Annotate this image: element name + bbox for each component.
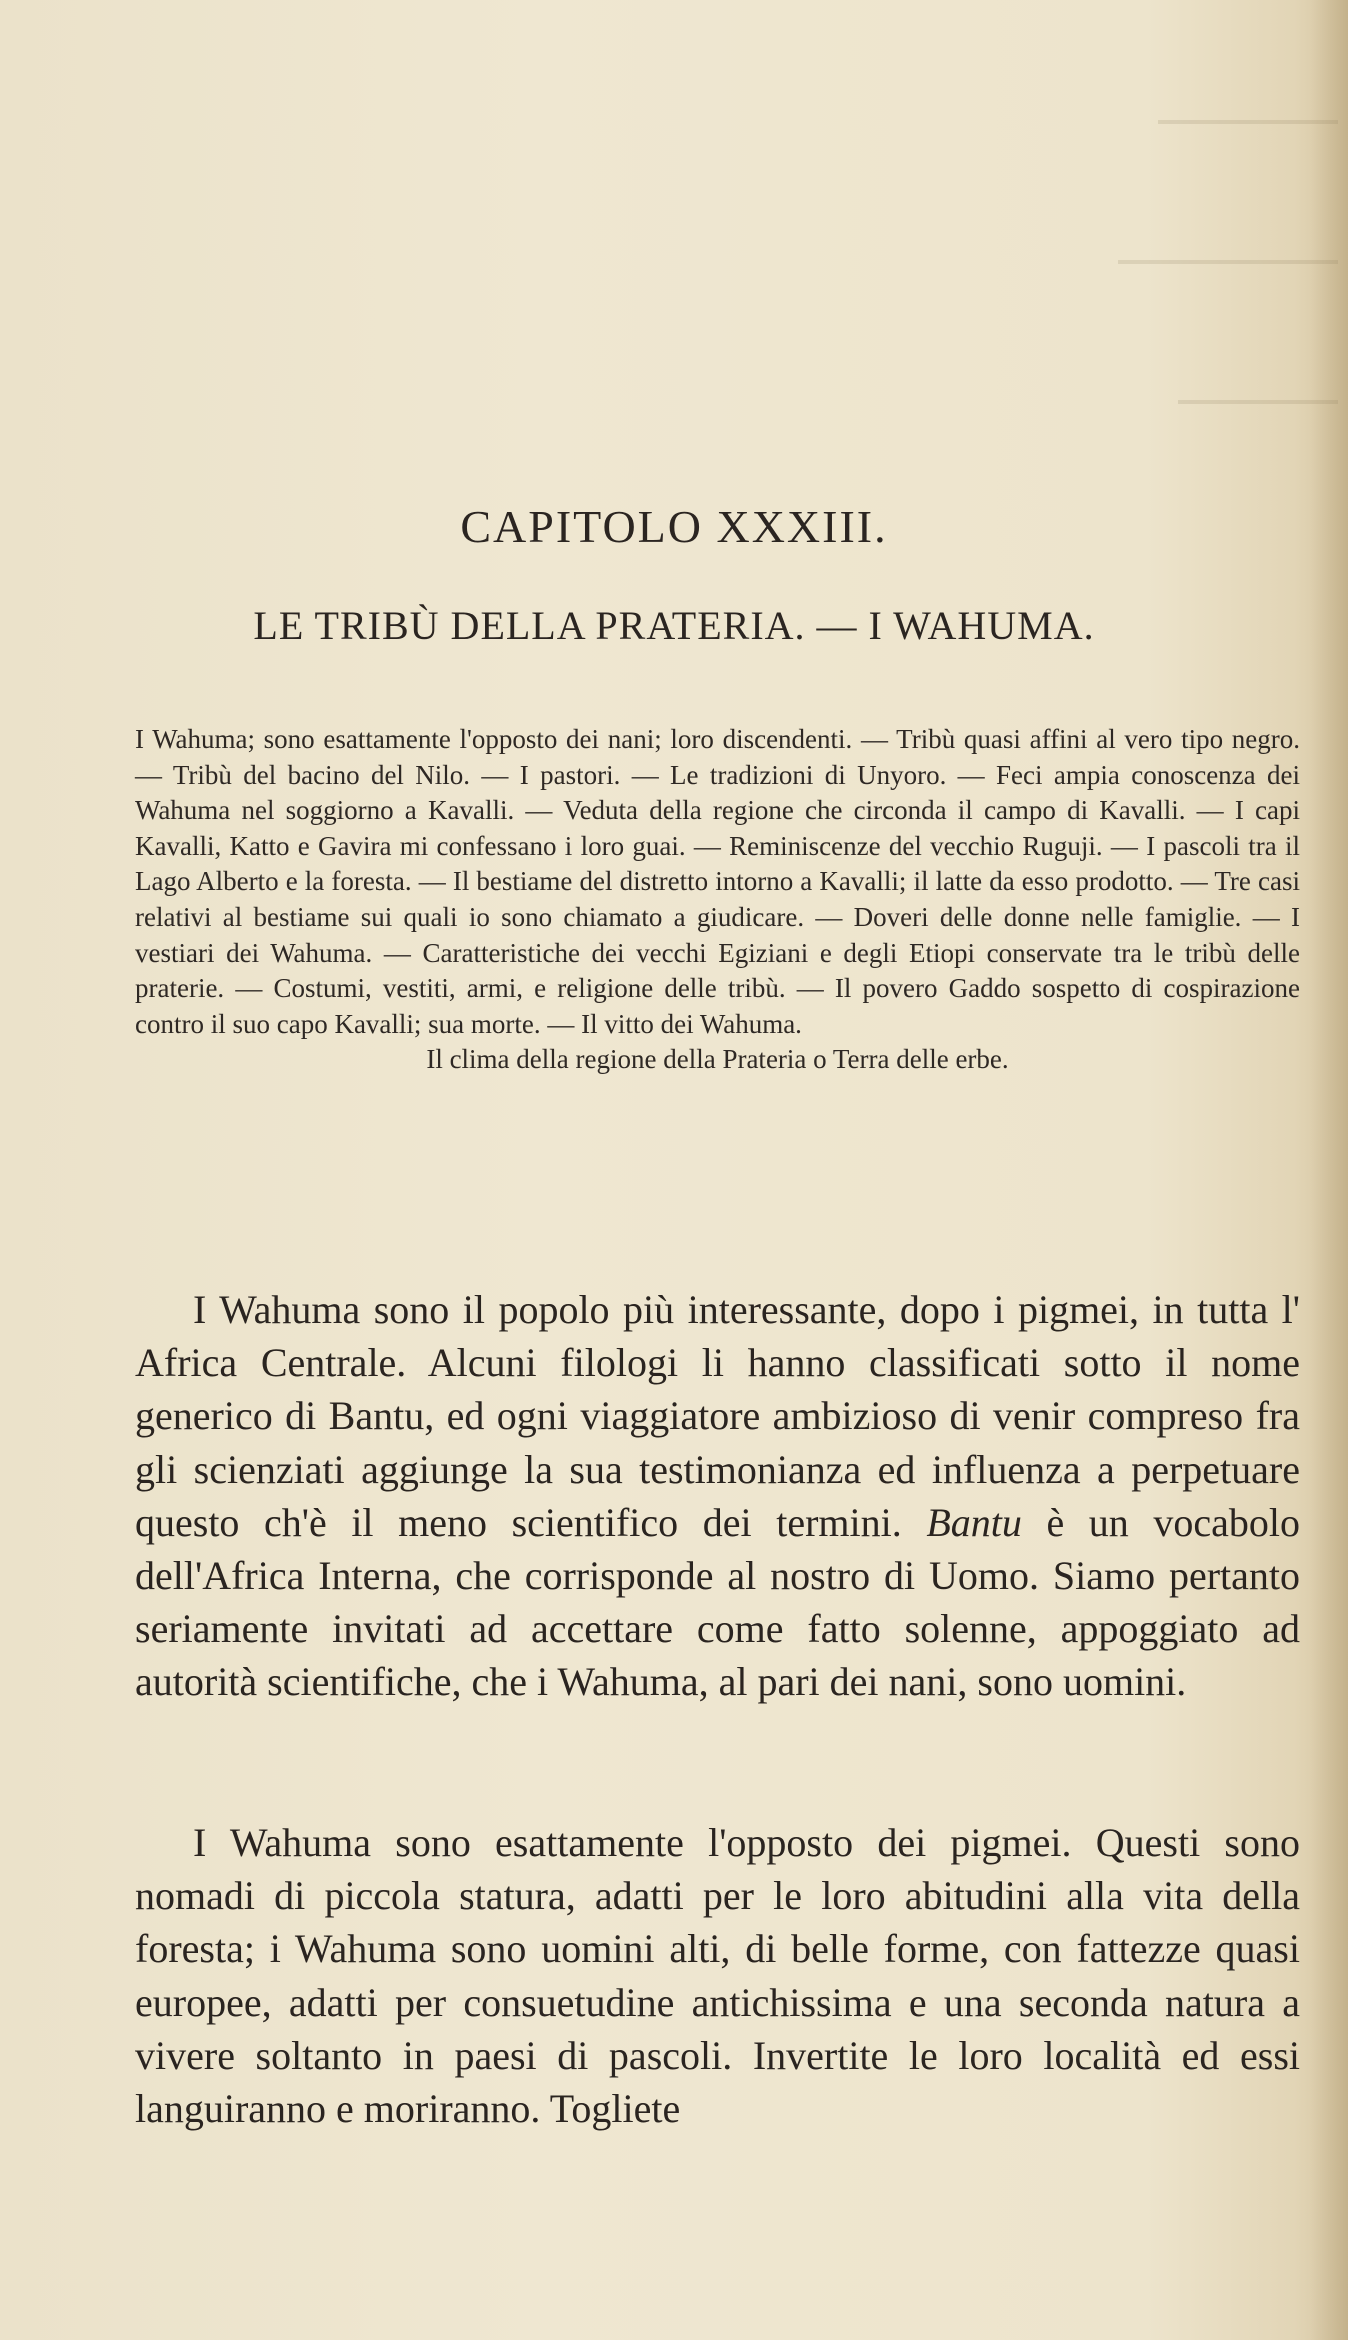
paragraph-1-text-b: è un vocabolo dell'Africa Interna, che corrisponde al nostro di Uomo. Siamo pertanto seriamente invitati ad accettare come fatto solenne, appoggiato ad autorità scientifiche, che i Wahuma, al pari dei nani, sono uomini.	[135, 1499, 1300, 1705]
body-paragraph-2: I Wahuma sono esattamente l'opposto dei pigmei. Questi sono nomadi di piccola statura, adatti per le loro abitudini alla vita della foresta; i Wahuma sono uomini alti, di belle forme, con fattezze quasi europee, adatti per consuetudine antichissima e una seconda natura a vivere soltanto in paesi di pascoli. Invertite le loro località ed essi languiranno e moriranno. Togliete	[135, 1820, 1300, 2132]
summary-text: I Wahuma; sono esattamente l'opposto dei nani; loro discendenti. — Tribù quasi affini al vero tipo negro. — Tribù del bacino del Nilo. — I pastori. — Le tradizioni di Unyoro. — Feci ampia conoscenza dei Wahuma nel soggiorno a Kavalli. — Veduta della regione che circonda il campo di Kavalli. — I capi Kavalli, Katto e Gavira mi confessano i loro guai. — Reminiscenze del vecchio Ruguji. — I pascoli tra il Lago Alberto e la foresta. — Il bestiame del distretto intorno a Kavalli; il latte da esso prodotto. — Tre casi relativi al bestiame sui quali io sono chiamato a giudicare. — Doveri delle donne nelle famiglie. — I vestiari dei Wahuma. — Caratteristiche dei vecchi Egiziani e degli Etiopi conservate tra le tribù delle praterie. — Costumi, vestiti, armi, e religione delle tribù. — Il povero Gaddo sospetto di cospirazione contro il suo capo Kavalli; sua morte. — Il vitto dei Wahuma.	[135, 724, 1300, 1039]
paragraph-1-italic-term: Bantu	[926, 1499, 1022, 1545]
chapter-subtitle: LE TRIBÙ DELLA PRATERIA. — I WAHUMA.	[253, 603, 1095, 648]
summary-last-line: Il clima della regione della Prateria o Terra delle erbe.	[426, 1044, 1009, 1075]
paragraph-1-text-a: I Wahuma sono il popolo più interessante, dopo i pigmei, in tutta l' Africa Centrale. Alcuni filologi li hanno classificati sotto il nome generico di Bantu, ed ogni viaggiatore ambizioso di venir compreso fra gli scienziati aggiunge la sua testimonianza ed influenza a perpetuare questo ch'è il meno scientifico dei termini.	[135, 1287, 1300, 1545]
bleed-through-line	[1178, 400, 1338, 404]
page-edge-shadow	[1310, 0, 1348, 2340]
body-paragraph-1	[135, 1283, 1300, 1709]
chapter-title: CAPITOLO XXXIII.	[460, 501, 888, 552]
bleed-through-line	[1118, 260, 1338, 264]
chapter-summary	[135, 722, 1300, 1078]
bleed-through-line	[1158, 120, 1338, 124]
